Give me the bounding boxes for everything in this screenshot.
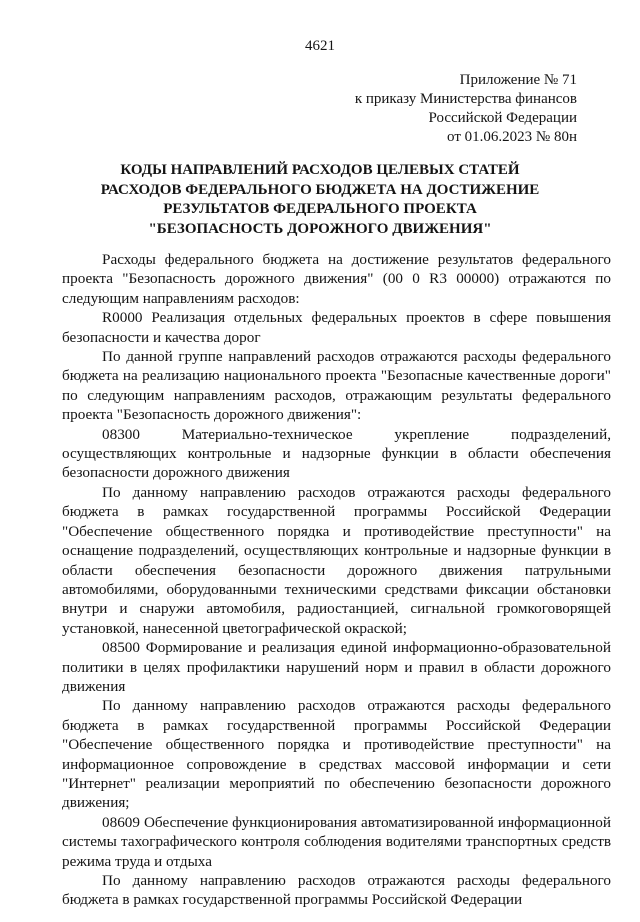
title-line: РАСХОДОВ ФЕДЕРАЛЬНОГО БЮДЖЕТА НА ДОСТИЖЕНИЕ <box>100 181 540 198</box>
paragraph-code-08300: 08300 Материально-техническое укрепление подразделений, осуществляющих контрольные и надзорные функции в области обеспечения безопасности дорожного движения <box>62 425 611 482</box>
title-line: РЕЗУЛЬТАТОВ ФЕДЕРАЛЬНОГО ПРОЕКТА <box>163 201 477 217</box>
page-number: 4621 <box>305 38 335 54</box>
paragraph-code-08500: 08500 Формирование и реализация единой информационно-образовательной политики в целях профилактики нарушений норм и правил в области дорожного движения <box>62 639 611 695</box>
appendix-line: Приложение № 71 <box>459 72 577 88</box>
title-line: "БЕЗОПАСНОСТЬ ДОРОЖНОГО ДВИЖЕНИЯ" <box>148 220 492 237</box>
appendix-line: Российской Федерации <box>428 110 577 126</box>
document-body <box>62 250 611 910</box>
paragraph-intro: Расходы федерального бюджета на достижение результатов федерального проекта "Безопасность дорожного движения" (00 0 R3 00000) отражаются по следующим направлениям расходов: <box>62 251 611 307</box>
paragraph-group-description: По данной группе направлений расходов отражаются расходы федерального бюджета на реализацию национального проекта "Безопасные качественные дороги" по следующим направлениям расходов, отражающим результаты федерального проекта "Безопасность дорожного движения": <box>62 348 611 424</box>
appendix-line: от 01.06.2023 № 80н <box>447 129 577 145</box>
paragraph-description-08609: По данному направлению расходов отражаются расходы федерального бюджета в рамках государственной программы Российской Федерации <box>62 872 611 909</box>
title-line: КОДЫ НАПРАВЛЕНИЙ РАСХОДОВ ЦЕЛЕВЫХ СТАТЕЙ <box>120 162 520 178</box>
paragraph-code-08609: 08609 Обеспечение функционирования автоматизированной информационной системы тахографического контроля соблюдения водителями транспортных средств режима труда и отдыха <box>62 813 611 870</box>
paragraph-code-r0000: R0000 Реализация отдельных федеральных проектов в сфере повышения безопасности и качества дорог <box>62 309 611 346</box>
appendix-line: к приказу Министерства финансов <box>354 91 577 107</box>
document-title <box>0 161 640 239</box>
paragraph-description-08500: По данному направлению расходов отражаются расходы федерального бюджета в рамках государственной программы Российской Федерации "Обеспечение общественного порядка и противодействие преступности" на информационное сопровождение в средствах массовой информации и сети "Интернет" реализации мероприятий по обеспечению безопасности дорожного движения; <box>62 697 611 812</box>
paragraph-description-08300: По данному направлению расходов отражаются расходы федерального бюджета в рамках государственной программы Российской Федерации "Обеспечение общественного порядка и противодействие преступности" на оснащение подразделений, осуществляющих контрольные и надзорные функции в области обеспечения безопасности дорожного движения патрульными автомобилями, оборудованными техническими средствами фиксации обстановки внутри и снаружи автомобиля, радиостанцией, сигнальной громкоговорящей установкой, нанесенной цветографической окраской; <box>62 483 611 637</box>
appendix-header <box>0 71 577 147</box>
